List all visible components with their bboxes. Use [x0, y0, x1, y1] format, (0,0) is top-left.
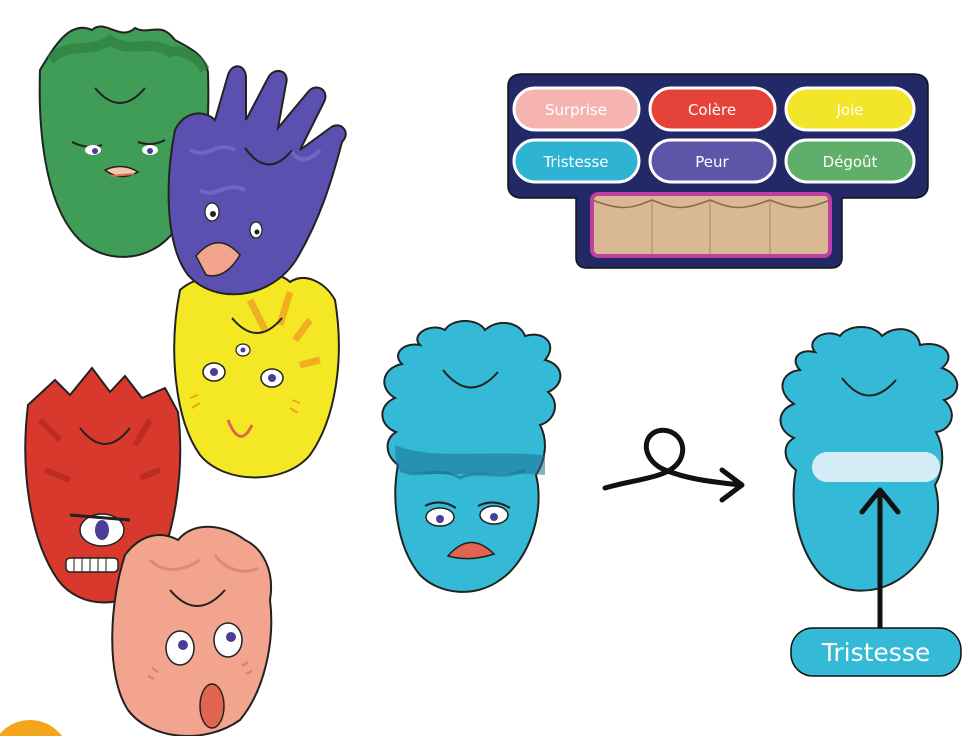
chip-degout[interactable] [786, 140, 914, 182]
sadness-mask [382, 321, 560, 592]
tristesse-tag-label: Tristesse [821, 638, 931, 667]
chip-joie-label: Joie [836, 101, 864, 119]
emotion-board [508, 74, 928, 268]
chip-peur[interactable] [650, 140, 775, 182]
chip-tristesse-label: Tristesse [543, 153, 609, 171]
joy-mask [174, 262, 339, 478]
chip-degout-label: Dégoût [822, 153, 878, 171]
chip-surprise[interactable] [514, 88, 639, 130]
mask-slot[interactable] [592, 194, 830, 256]
chip-surprise-label: Surprise [544, 101, 608, 119]
chip-joie[interactable] [786, 88, 914, 130]
surprise-mask [112, 527, 271, 736]
surprise-mask-icon [112, 527, 271, 736]
transform-arrow-icon [605, 430, 742, 500]
tristesse-tag[interactable] [791, 628, 961, 676]
blank-mask [781, 327, 958, 630]
chip-peur-label: Peur [695, 153, 729, 171]
chip-tristesse[interactable] [514, 140, 639, 182]
label-placeholder [812, 452, 940, 482]
joy-mask-icon [174, 262, 339, 478]
chip-colere[interactable] [650, 88, 775, 130]
chip-colere-label: Colère [687, 101, 737, 119]
corner-badge-icon [0, 720, 70, 736]
